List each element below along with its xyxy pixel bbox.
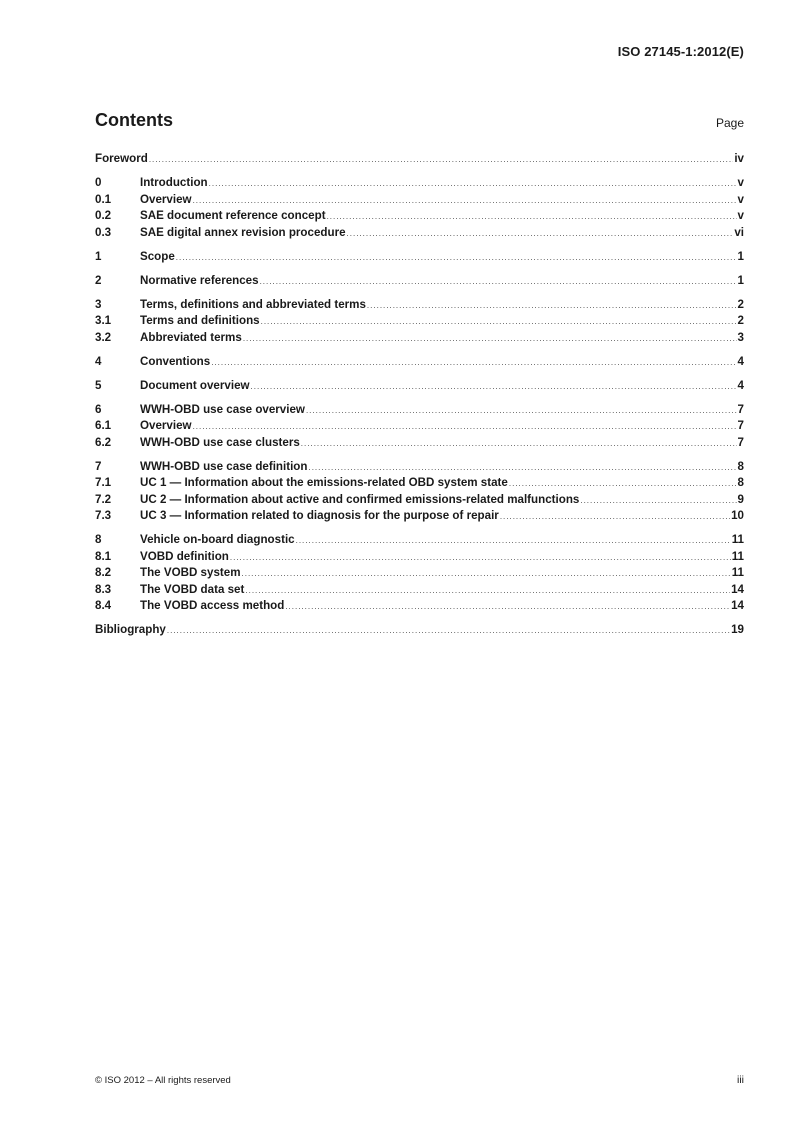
document-identifier: ISO 27145-1:2012(E) [617, 44, 744, 59]
toc-entry[interactable] [95, 402, 744, 419]
toc-entry-number: 1 [95, 249, 102, 263]
toc-entry-page: 7 [737, 419, 744, 432]
copyright-notice: © ISO 2012 – All rights reserved [95, 1075, 231, 1086]
toc-entry-number: 3.2 [95, 330, 112, 344]
toc-dot-leader [260, 274, 737, 291]
page-column-label: Page [715, 116, 744, 130]
toc-entry-page: 7 [737, 435, 744, 449]
toc-dot-leader [209, 176, 737, 193]
toc-dot-leader [251, 379, 737, 396]
toc-dot-leader [167, 623, 730, 640]
toc-entry-number: 6.2 [95, 435, 112, 449]
toc-entry[interactable] [95, 297, 744, 314]
toc-dot-leader [176, 250, 737, 267]
toc-dot-leader [327, 209, 737, 226]
toc-entry-number: 7.1 [95, 476, 112, 489]
toc-dot-leader [580, 493, 736, 510]
toc-entry[interactable] [95, 492, 744, 509]
toc-dot-leader [193, 419, 737, 436]
toc-dot-leader [193, 193, 737, 210]
toc-entry-title[interactable]: Terms and definitions [140, 314, 260, 327]
table-of-contents [95, 151, 744, 639]
toc-entry-number: 0.3 [95, 225, 112, 239]
toc-entry[interactable] [95, 459, 744, 476]
toc-entry-page: 10 [731, 509, 744, 522]
toc-entry-title[interactable]: VOBD definition [140, 549, 229, 563]
toc-dot-leader [149, 152, 734, 169]
toc-entry-title[interactable]: Introduction [140, 176, 208, 189]
toc-entry-title[interactable]: Abbreviated terms [140, 330, 242, 344]
toc-dot-leader [301, 436, 737, 453]
toc-entry-number: 8.1 [95, 549, 112, 563]
toc-dot-leader [230, 550, 731, 567]
toc-entry[interactable] [95, 249, 744, 266]
toc-dot-leader [261, 314, 737, 331]
toc-entry-title[interactable]: SAE document reference concept [140, 209, 326, 222]
toc-entry-number: 0.1 [95, 192, 112, 206]
toc-entry[interactable] [95, 378, 744, 395]
toc-entry-number: 0 [95, 176, 102, 189]
toc-entry[interactable] [95, 192, 744, 209]
toc-entry-title[interactable]: UC 2 — Information about active and confirmed emissions-related malfunctions [140, 492, 580, 506]
toc-entry-title[interactable]: Foreword [95, 152, 148, 165]
toc-entry[interactable] [95, 151, 744, 168]
toc-entry-page: 14 [731, 582, 744, 596]
toc-entry[interactable] [95, 582, 744, 599]
toc-entry[interactable] [95, 622, 744, 639]
toc-dot-leader [211, 355, 736, 372]
toc-entry-page: 11 [731, 566, 744, 579]
toc-entry-page: 1 [737, 249, 744, 263]
toc-entry-title[interactable]: The VOBD access method [140, 599, 285, 612]
toc-entry[interactable] [95, 549, 744, 566]
toc-entry-page: v [737, 209, 744, 222]
toc-entry-number: 7.3 [95, 509, 112, 522]
toc-entry-number: 5 [95, 378, 102, 392]
toc-entry-title[interactable]: WWH-OBD use case clusters [140, 435, 300, 449]
toc-entry-title[interactable]: The VOBD data set [140, 582, 245, 596]
toc-entry-title[interactable]: Normative references [140, 273, 259, 287]
toc-entry-number: 6 [95, 402, 102, 416]
toc-entry[interactable] [95, 532, 744, 549]
toc-dot-leader [500, 509, 730, 526]
toc-entry-title[interactable]: The VOBD system [140, 566, 241, 579]
toc-entry[interactable] [95, 435, 744, 452]
toc-entry-title[interactable]: Overview [140, 419, 192, 432]
toc-entry-page: 11 [731, 533, 744, 546]
toc-entry-page: vi [734, 225, 744, 239]
toc-entry-title[interactable]: Terms, definitions and abbreviated terms [140, 297, 366, 311]
toc-dot-leader [308, 460, 736, 477]
toc-entry-title[interactable]: WWH-OBD use case overview [140, 402, 305, 416]
toc-dot-leader [242, 566, 731, 583]
toc-entry[interactable] [95, 208, 744, 225]
toc-entry[interactable] [95, 354, 744, 371]
toc-entry-title[interactable]: Scope [140, 249, 175, 263]
toc-entry-page: 4 [737, 354, 744, 368]
toc-entry-page: 11 [731, 549, 744, 563]
toc-entry-title[interactable]: SAE digital annex revision procedure [140, 225, 346, 239]
toc-entry-title[interactable]: Overview [140, 192, 192, 206]
page-number: iii [737, 1074, 744, 1086]
toc-entry[interactable] [95, 508, 744, 525]
toc-entry-page: 4 [737, 378, 744, 392]
toc-entry-number: 0.2 [95, 209, 112, 222]
toc-entry-page: v [737, 192, 744, 206]
toc-entry-number: 3.1 [95, 314, 112, 327]
toc-entry-title[interactable]: Bibliography [95, 623, 166, 636]
toc-entry-title[interactable]: Conventions [140, 354, 211, 368]
toc-entry-number: 8.2 [95, 566, 112, 579]
toc-entry-number: 8.4 [95, 599, 112, 612]
toc-entry-page: 8 [737, 476, 744, 489]
toc-entry[interactable] [95, 598, 744, 615]
toc-entry-title[interactable]: Document overview [140, 378, 250, 392]
toc-dot-leader [296, 533, 731, 550]
toc-entry[interactable] [95, 565, 744, 582]
toc-dot-leader [509, 476, 737, 493]
toc-entry-page: v [737, 176, 744, 189]
toc-entry-number: 3 [95, 297, 102, 311]
toc-entry-number: 8.3 [95, 582, 112, 596]
toc-entry[interactable] [95, 475, 744, 492]
toc-entry-page: 1 [737, 273, 744, 287]
toc-entry[interactable] [95, 313, 744, 330]
toc-entry-number: 7 [95, 459, 102, 473]
toc-entry[interactable] [95, 418, 744, 435]
toc-dot-leader [245, 583, 730, 600]
toc-entry-page: 8 [737, 459, 744, 473]
toc-entry[interactable] [95, 330, 744, 347]
contents-title: Contents [95, 110, 173, 130]
toc-entry-number: 6.1 [95, 419, 112, 432]
toc-entry-page: 2 [737, 314, 744, 327]
toc-dot-leader [285, 599, 730, 616]
toc-entry-page: 3 [737, 330, 744, 344]
toc-entry[interactable] [95, 225, 744, 242]
toc-entry-title[interactable]: UC 1 — Information about the emissions-related OBD system state [140, 476, 508, 489]
toc-dot-leader [243, 331, 737, 348]
toc-dot-leader [306, 403, 737, 420]
toc-entry-page: 2 [737, 297, 744, 311]
toc-dot-leader [367, 298, 737, 315]
toc-entry-number: 2 [95, 273, 102, 287]
toc-entry-number: 8 [95, 533, 102, 546]
toc-entry-title[interactable]: Vehicle on-board diagnostic [140, 533, 295, 546]
toc-entry-number: 4 [95, 354, 102, 368]
toc-entry-page: 7 [737, 402, 744, 416]
toc-dot-leader [347, 226, 734, 243]
toc-entry-title[interactable]: UC 3 — Information related to diagnosis for the purpose of repair [140, 509, 499, 522]
toc-entry-page: 14 [731, 599, 744, 612]
toc-entry-page: iv [734, 152, 744, 165]
toc-entry[interactable] [95, 273, 744, 290]
toc-entry-title[interactable]: WWH-OBD use case definition [140, 459, 308, 473]
toc-heading-row [95, 110, 744, 134]
toc-entry-page: 19 [731, 623, 744, 636]
toc-entry-page: 9 [737, 492, 744, 506]
toc-entry[interactable] [95, 175, 744, 192]
toc-entry-number: 7.2 [95, 492, 112, 506]
